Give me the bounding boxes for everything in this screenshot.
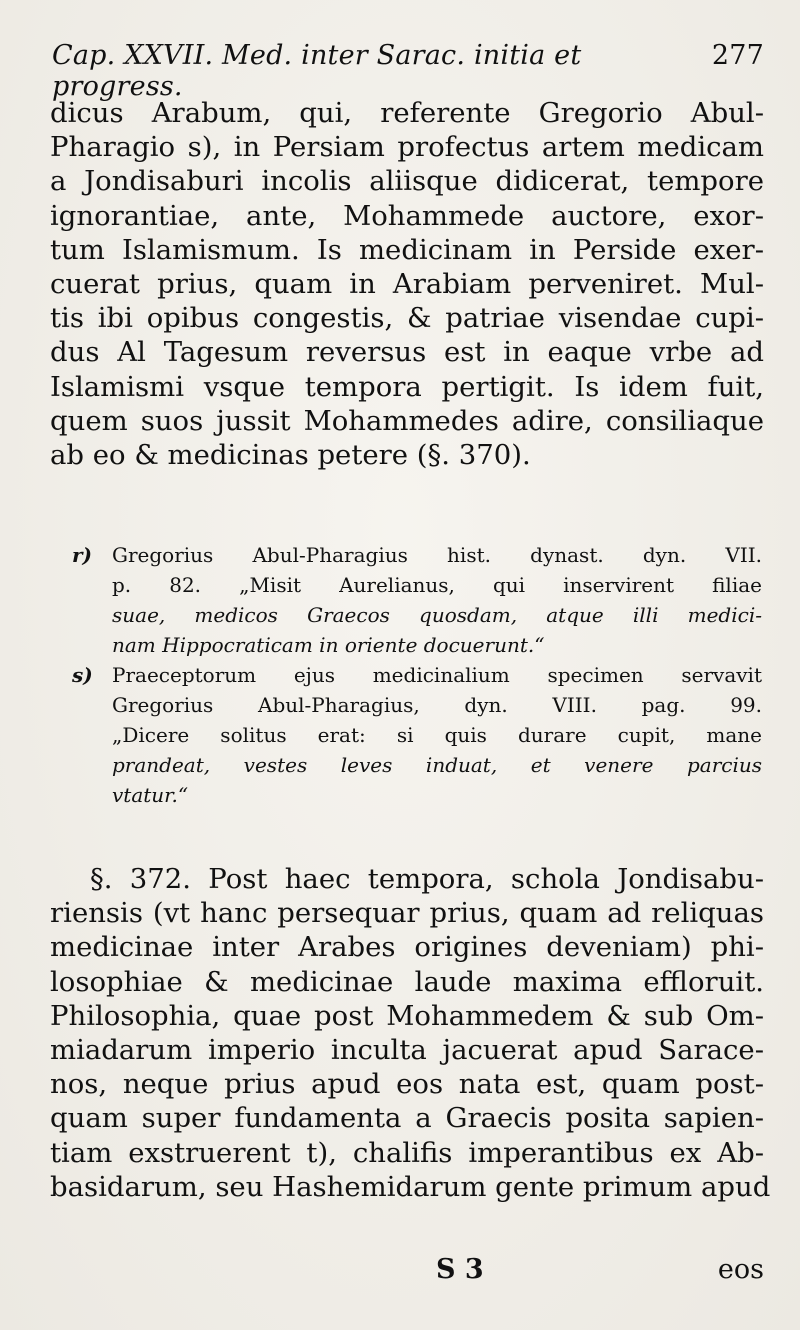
page-footer bbox=[50, 1254, 764, 1290]
catchword: eos bbox=[717, 1254, 764, 1285]
text-line: miadarum imperio inculta jacuerat apud Sarace- bbox=[50, 1034, 764, 1067]
text-line: quem suos jussit Mohammedes adire, consiliaque bbox=[50, 404, 764, 437]
text-line: tum Islamismum. Is medicinam in Perside exer- bbox=[50, 233, 764, 266]
text-line: dicus Arabum, qui, referente Gregorio Abul- bbox=[50, 97, 764, 129]
footnote-line: nam Hippocraticam in oriente docuerunt.“ bbox=[112, 633, 545, 657]
footnote-line: Praeceptorum ejus medicinalium specimen servavit bbox=[112, 663, 762, 687]
text-line: basidarum, seu Hashemidarum gente primum apud bbox=[50, 1170, 771, 1203]
text-line: cuerat prius, quam in Arabiam perveniret. Mul- bbox=[50, 268, 764, 301]
text-line: a Jondisaburi incolis aliisque didicerat, tempore bbox=[50, 165, 764, 198]
text-line: Pharagio s), in Persiam profectus artem medicam bbox=[50, 131, 764, 164]
text-line: tis ibi opibus congestis, & patriae visendae cupi- bbox=[50, 302, 764, 335]
footnote-line: vtatur.“ bbox=[112, 783, 189, 807]
footnote-line: suae, medicos Graecos quosdam, atque illi medici- bbox=[112, 603, 762, 627]
section-372 bbox=[50, 862, 771, 1204]
text-line: tiam exstruerent t), chalifis imperantibus ex Ab- bbox=[50, 1136, 764, 1169]
footnotes bbox=[72, 540, 762, 810]
footnote-line: „Dicere solitus erat: si quis durare cupit, mane bbox=[112, 723, 762, 747]
running-header bbox=[52, 40, 764, 102]
signature-mark: S 3 bbox=[436, 1254, 484, 1285]
page-number: 277 bbox=[711, 40, 764, 71]
main-paragraph bbox=[50, 96, 764, 472]
text-line: riensis (vt hanc persequar prius, quam ad reliquas bbox=[50, 897, 764, 930]
text-line: Islamismi vsque tempora pertigit. Is idem fuit, bbox=[50, 370, 764, 403]
text-line: medicinae inter Arabes origines deveniam) phi- bbox=[50, 931, 764, 964]
footnote-mark: r) bbox=[72, 543, 92, 567]
text-line: ignorantiae, ante, Mohammede auctore, exor- bbox=[50, 199, 764, 232]
text-line: nos, neque prius apud eos nata est, quam post- bbox=[50, 1068, 764, 1101]
footnote-line: p. 82. „Misit Aurelianus, qui inservirent filiae bbox=[112, 573, 762, 597]
footnote-line: prandeat, vestes leves induat, et venere parcius bbox=[112, 753, 762, 777]
text-line: quam super fundamenta a Graecis posita sapien- bbox=[50, 1102, 764, 1135]
text-line: Philosophia, quae post Mohammedem & sub Om- bbox=[50, 999, 764, 1032]
text-line: losophiae & medicinae laude maxima effloruit. bbox=[50, 965, 764, 998]
footnote-line: Gregorius Abul-Pharagius hist. dynast. dyn. VII. bbox=[112, 543, 762, 567]
text-line: §. 372. Post haec tempora, schola Jondisabu- bbox=[90, 863, 764, 895]
running-title: Cap. XXVII. Med. inter Sarac. initia et progress. bbox=[52, 40, 582, 102]
text-line: ab eo & medicinas petere (§. 370). bbox=[50, 439, 531, 472]
text-line: dus Al Tagesum reversus est in eaque vrbe ad bbox=[50, 336, 764, 369]
footnote-line: Gregorius Abul-Pharagius, dyn. VIII. pag. 99. bbox=[112, 693, 762, 717]
footnote-r bbox=[72, 540, 762, 660]
footnote-mark: s) bbox=[72, 663, 93, 687]
footnote-s bbox=[72, 660, 762, 810]
